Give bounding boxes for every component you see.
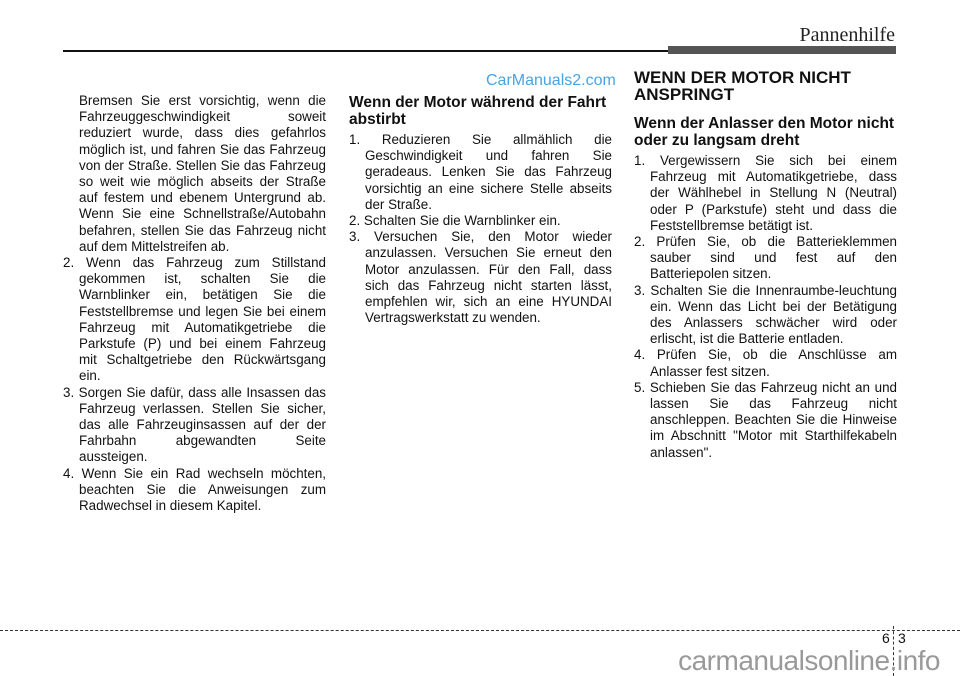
footer-rule — [0, 630, 960, 631]
list-item: 1. Reduzieren Sie allmählich die Geschwindigkeit und fahren Sie geradeaus. Lenken Sie das Fahrzeug vorsichtig an eine sichere Stelle abseits der Straße. — [349, 132, 612, 212]
list-item: 3. Sorgen Sie dafür, dass alle Insassen das Fahrzeug verlassen. Stellen Sie sicher, das alle Fahrzeuginsassen auf der der Fahrbahn abgewandten Seite aussteigen. — [63, 384, 326, 465]
chapter-number: 6 — [882, 630, 890, 646]
watermark-top: CarManuals2.com — [486, 72, 616, 89]
header-bar — [668, 46, 896, 54]
subheading: Wenn der Anlasser den Motor nicht oder zu langsam dreht — [634, 115, 895, 149]
subheading: Wenn der Motor während der Fahrt abstirbt — [349, 94, 607, 128]
list-item: 2. Prüfen Sie, ob die Batterieklemmen sauber sind und fest auf den Batteriepolen sitzen. — [634, 234, 897, 282]
list-item: 3. Versuchen Sie, den Motor wieder anzulassen. Versuchen Sie erneut den Motor anzulassen. Für den Fall, dass sich das Fahrzeug nicht starten lässt, empfehlen wir, sich an eine HYUNDAI Vertragswerkstatt zu wenden. — [349, 229, 612, 326]
list-item: 2. Wenn das Fahrzeug zum Stillstand gekommen ist, schalten Sie die Warnblinker ein, betätigen Sie die Feststellbremse und legen Sie bei einem Fahrzeug mit Automatikgetriebe die Parkstufe (P) und bei einem Fahrzeug mit Schaltgetriebe den Rückwärtsgang ein. — [63, 255, 326, 384]
column-2 — [349, 94, 612, 326]
list-item: 2. Schalten Sie die Warnblinker ein. — [349, 213, 561, 229]
list-item: 3. Schalten Sie die Innenraumbe-leuchtung ein. Wenn das Licht bei der Betätigung des Anlassers schwächer wird oder erlischt, ist die Batterie entladen. — [634, 282, 897, 347]
section-title: Pannenhilfe — [799, 24, 895, 46]
list-item: 4. Wenn Sie ein Rad wechseln möchten, beachten Sie die Anweisungen zum Radwechsel in diesem Kapitel. — [63, 465, 326, 514]
column-1 — [63, 93, 326, 514]
list-item: 1. Vergewissern Sie sich bei einem Fahrzeug mit Automatikgetriebe, dass der Wählhebel in Stellung N (Neutral) oder P (Parkstufe) steht und dass die Feststellbremse betätigt ist. — [634, 153, 897, 233]
list-item: 5. Schieben Sie das Fahrzeug nicht an und lassen Sie das Fahrzeug nicht anschleppen. Beachten Sie die Hinweise im Abschnitt "Motor mit Starthilfekabeln anlassen". — [634, 379, 897, 460]
page-number: 3 — [898, 630, 906, 646]
column-3 — [634, 69, 897, 461]
header-rule — [63, 50, 669, 52]
watermark-bottom: carmanualsonline.info — [678, 645, 940, 676]
paragraph: Bremsen Sie erst vorsichtig, wenn die Fahrzeuggeschwindigkeit soweit reduziert wurde, dass dies gefahrlos möglich ist, und fahren Sie das Fahrzeug von der Straße. Stellen Sie das Fahrzeug so weit wie möglich abseits der Straße auf festem und ebenem Untergrund ab. Wenn Sie eine Schnellstraße/Autobahn befahren, stellen Sie das Fahrzeug nicht auf dem Mittelstreifen ab. — [79, 93, 326, 254]
list-item: 4. Prüfen Sie, ob die Anschlüsse am Anlasser fest sitzen. — [634, 347, 897, 379]
section-heading: WENN DER MOTOR NICHT ANSPRINGT — [634, 68, 851, 104]
